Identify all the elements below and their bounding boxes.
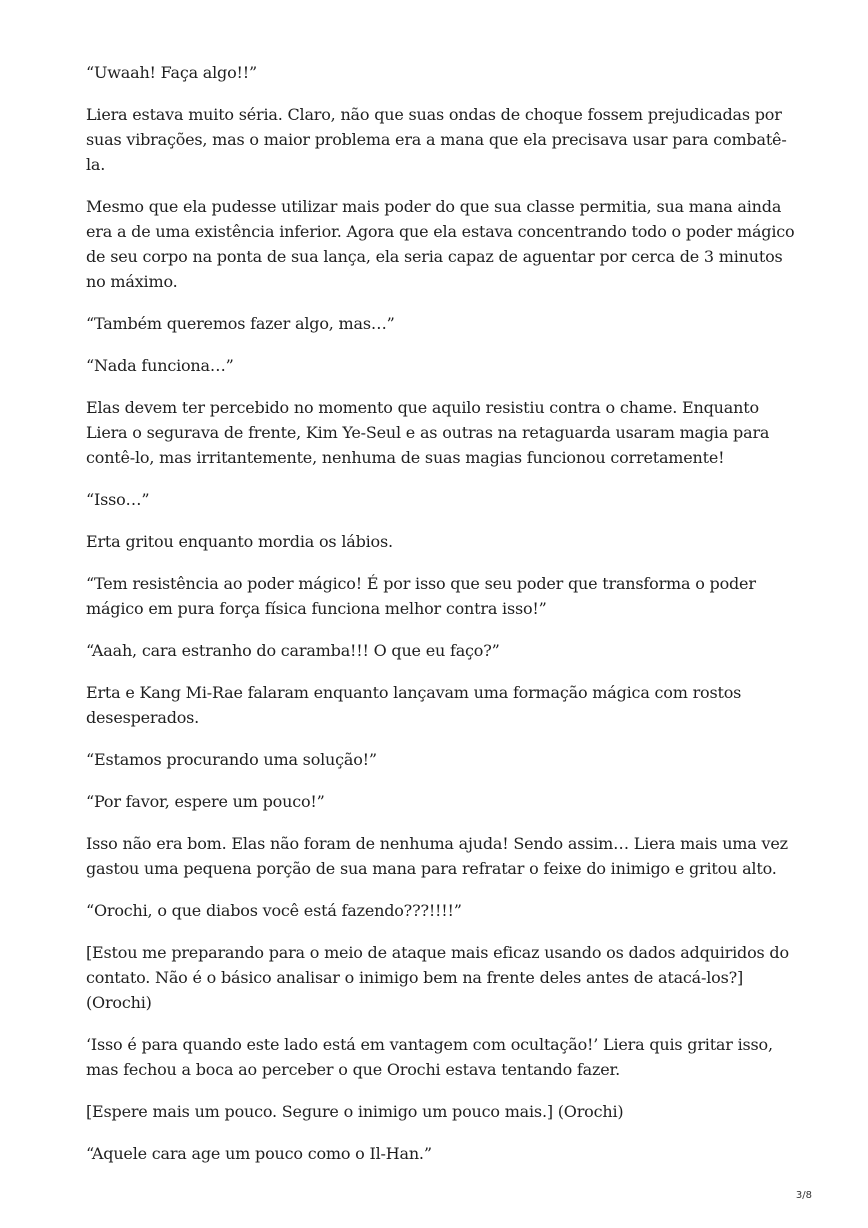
paragraph: “Também queremos fazer algo, mas…” bbox=[86, 314, 395, 333]
paragraph: “Estamos procurando uma solução!” bbox=[86, 750, 377, 769]
paragraph: [Estou me preparando para o meio de ataque mais eficaz usando os dados adquiridos do contato. Não é o básico analisar o inimigo bem na frente deles antes de atacá-los?] (Orochi) bbox=[86, 943, 789, 1012]
paragraph: ‘Isso é para quando este lado está em vantagem com ocultação!’ Liera quis gritar isso, mas fechou a boca ao perceber o que Orochi estava tentando fazer. bbox=[86, 1035, 773, 1079]
paragraph: “Orochi, o que diabos você está fazendo???!!!!” bbox=[86, 901, 462, 920]
document-body bbox=[86, 60, 796, 1183]
paragraph: “Isso…” bbox=[86, 490, 150, 509]
paragraph: Isso não era bom. Elas não foram de nenhuma ajuda! Sendo assim… Liera mais uma vez gastou uma pequena porção de sua mana para refratar o feixe do inimigo e gritou alto. bbox=[86, 834, 788, 878]
paragraph: “Aaah, cara estranho do caramba!!! O que eu faço?” bbox=[86, 641, 500, 660]
paragraph: “Tem resistência ao poder mágico! É por isso que seu poder que transforma o poder mágico em pura força física funciona melhor contra isso!” bbox=[86, 574, 756, 618]
paragraph: Elas devem ter percebido no momento que aquilo resistiu contra o chame. Enquanto Liera o segurava de frente, Kim Ye-Seul e as outras na retaguarda usaram magia para contê-lo, mas irritantemente, nenhuma de suas magias funcionou corretamente! bbox=[86, 398, 770, 467]
paragraph: “Aquele cara age um pouco como o Il-Han.” bbox=[86, 1144, 432, 1163]
paragraph: Erta e Kang Mi-Rae falaram enquanto lançavam uma formação mágica com rostos desesperados. bbox=[86, 683, 742, 727]
paragraph: Liera estava muito séria. Claro, não que suas ondas de choque fossem prejudicadas por suas vibrações, mas o maior problema era a mana que ela precisava usar para combatê-la. bbox=[86, 105, 787, 174]
page-number: 3/8 bbox=[795, 1190, 812, 1201]
paragraph: Erta gritou enquanto mordia os lábios. bbox=[86, 532, 393, 551]
paragraph: [Espere mais um pouco. Segure o inimigo um pouco mais.] (Orochi) bbox=[86, 1102, 624, 1121]
paragraph: “Por favor, espere um pouco!” bbox=[86, 792, 325, 811]
paragraph: Mesmo que ela pudesse utilizar mais poder do que sua classe permitia, sua mana ainda era a de uma existência inferior. Agora que ela estava concentrando todo o poder mágico de seu corpo na ponta de sua lança, ela seria capaz de aguentar por cerca de 3 minutos no máximo. bbox=[86, 197, 795, 291]
paragraph: “Uwaah! Faça algo!!” bbox=[86, 63, 257, 82]
paragraph: “Nada funciona…” bbox=[86, 356, 234, 375]
